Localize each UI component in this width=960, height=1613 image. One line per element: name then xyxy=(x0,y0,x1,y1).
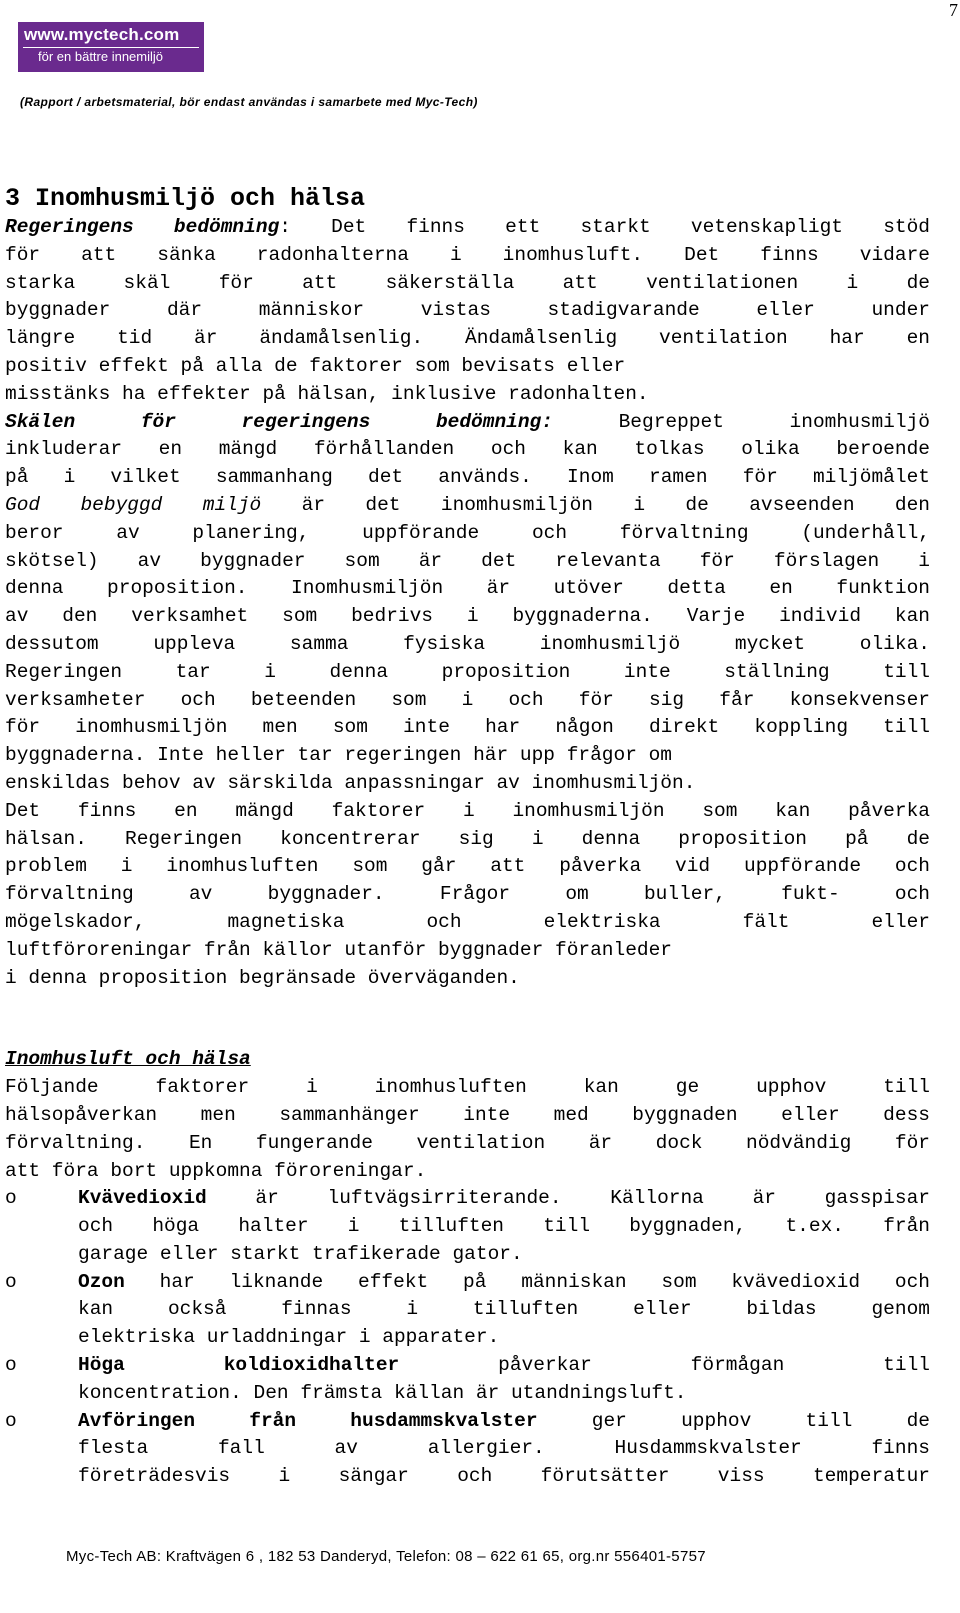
text-line xyxy=(5,631,930,659)
line-text: kan också finnas i tilluften eller bildas genom xyxy=(78,1298,930,1321)
list-item xyxy=(5,1380,930,1408)
report-note: (Rapport / arbetsmaterial, bör endast användas i samarbete med Myc-Tech) xyxy=(20,95,478,109)
line-text: mögelskador, magnetiska och elektriska fält eller xyxy=(5,910,930,933)
line-text: företrädesvis i sängar och förutsätter viss temperatur xyxy=(78,1465,930,1488)
text-line xyxy=(78,1185,930,1213)
text-line xyxy=(5,242,930,270)
text-line xyxy=(5,798,930,826)
text-line xyxy=(78,1463,930,1491)
line-text: problem i inomhusluften som går att påverka vid uppförande och xyxy=(5,855,930,878)
text-line xyxy=(5,381,930,409)
text-line xyxy=(5,214,930,242)
list-item xyxy=(5,1241,930,1269)
line-text: av den verksamhet som bedrivs i byggnaderna. Varje individ kan xyxy=(5,605,930,628)
line-text: positiv effekt på alla de faktorer som bevisats eller xyxy=(5,354,626,377)
text-line xyxy=(5,603,930,631)
text-line xyxy=(78,1269,930,1297)
text-line xyxy=(5,909,930,937)
text-line xyxy=(78,1241,930,1269)
line-text: för inomhusmiljön men som inte har någon direkt koppling till xyxy=(5,716,930,739)
text-line xyxy=(5,826,930,854)
text-line xyxy=(5,742,930,770)
bullet-list xyxy=(5,1185,930,1491)
line-text: luftföroreningar från källor utanför byggnader föranleder xyxy=(5,938,673,961)
text-line xyxy=(78,1435,930,1463)
line-text: skötsel) av byggnader som är det relevanta för förslagen i xyxy=(5,549,930,572)
text-line xyxy=(5,1102,930,1130)
line-text: Följande faktorer i inomhusluften kan ge upphov till xyxy=(5,1076,930,1099)
text-line xyxy=(5,464,930,492)
line-text: hälsan. Regeringen koncentrerar sig i denna proposition på de xyxy=(5,827,930,850)
line-text: på i vilket sammanhang det används. Inom ramen för miljömålet xyxy=(5,466,930,489)
text-line xyxy=(5,714,930,742)
line-text: byggnader där människor vistas stadigvarande eller under xyxy=(5,299,930,322)
text-line xyxy=(78,1324,930,1352)
bullet-marker: o xyxy=(5,1354,17,1377)
text-line xyxy=(5,270,930,298)
line-text: att föra bort uppkomna föroreningar. xyxy=(5,1159,427,1182)
line-text: misstänks ha effekter på hälsan, inklusive radonhalten. xyxy=(5,382,649,405)
text-line xyxy=(78,1408,930,1436)
line-text: inkluderar en mängd förhållanden och kan tolkas olika beroende xyxy=(5,438,930,461)
text-line xyxy=(5,965,930,993)
logo-divider xyxy=(23,47,199,48)
line-text: dessutom uppleva samma fysiska inomhusmiljö mycket olika. xyxy=(5,632,930,655)
text-line xyxy=(5,853,930,881)
text-line xyxy=(5,937,930,965)
list-item xyxy=(5,1269,930,1297)
line-text: förvaltning. En fungerande ventilation är dock nödvändig för xyxy=(5,1131,930,1154)
bold-lead: Kvävedioxid xyxy=(78,1187,207,1210)
line-text: enskildas behov av särskilda anpassningar av inomhusmiljön. xyxy=(5,771,696,794)
line-text: byggnaderna. Inte heller tar regeringen här upp frågor om xyxy=(5,744,673,767)
section-2-text xyxy=(5,1074,930,1185)
line-text: ger upphov till de xyxy=(537,1409,930,1432)
line-text: Regeringen tar i denna proposition inte ställning till xyxy=(5,660,930,683)
line-text: elektriska urladdningar i apparater. xyxy=(78,1326,500,1349)
list-item xyxy=(5,1185,930,1213)
line-text: är luftvägsirriterande. Källorna är gasspisar xyxy=(206,1187,930,1210)
line-text: garage eller starkt trafikerade gator. xyxy=(78,1242,523,1265)
logo-url: www.myctech.com xyxy=(24,25,180,44)
bold-lead: Skälen för regeringens bedömning: xyxy=(5,410,553,433)
line-text: koncentration. Den främsta källan är utandningsluft. xyxy=(78,1381,687,1404)
text-line xyxy=(5,881,930,909)
text-line xyxy=(5,770,930,798)
bullet-marker: o xyxy=(5,1270,17,1293)
document-body xyxy=(5,184,930,1491)
section-title: 3 Inomhusmiljö och hälsa xyxy=(5,184,366,213)
text-line xyxy=(5,687,930,715)
bold-lead: Ozon xyxy=(78,1270,125,1293)
list-item xyxy=(5,1352,930,1380)
text-line xyxy=(5,659,930,687)
page-footer: Myc-Tech AB: Kraftvägen 6 , 182 53 Danderyd, Telefon: 08 – 622 61 65, org.nr 556401-5757 xyxy=(66,1548,706,1565)
line-text: Det finns en mängd faktorer i inomhusmiljön som kan påverka xyxy=(5,799,930,822)
line-text: påverkar förmågan till xyxy=(399,1354,930,1377)
text-line xyxy=(78,1213,930,1241)
list-item xyxy=(5,1408,930,1436)
bold-lead: Regeringens bedömning xyxy=(5,216,280,238)
text-line xyxy=(78,1352,930,1380)
line-text: och höga halter i tilluften till byggnaden, t.ex. från xyxy=(78,1215,930,1238)
list-item xyxy=(5,1213,930,1241)
text-line xyxy=(5,1074,930,1102)
text-line xyxy=(78,1380,930,1408)
list-item xyxy=(5,1324,930,1352)
line-text: är det inomhusmiljön i de avseenden den xyxy=(261,493,930,516)
list-item xyxy=(5,1296,930,1324)
line-text: förvaltning av byggnader. Frågor om buller, fukt- och xyxy=(5,883,930,906)
text-line xyxy=(5,1130,930,1158)
bullet-marker: o xyxy=(5,1409,17,1432)
text-line xyxy=(5,325,930,353)
section-spacer xyxy=(5,992,930,1046)
section-1-text xyxy=(5,214,930,992)
bold-lead: Avföringen från husdammskvalster xyxy=(78,1409,538,1432)
line-text: beror av planering, uppförande och förvaltning (underhåll, xyxy=(5,521,930,544)
text-line xyxy=(5,297,930,325)
line-text: längre tid är ändamålsenlig. Ändamålsenlig ventilation har en xyxy=(5,327,930,350)
logo-tagline: för en bättre innemiljö xyxy=(38,49,164,64)
list-item xyxy=(5,1463,930,1491)
line-text: starka skäl för att säkerställa att ventilationen i de xyxy=(5,271,930,294)
line-text: flesta fall av allergier. Husdammskvalster finns xyxy=(78,1437,930,1460)
line-text: denna proposition. Inomhusmiljön är utöver detta en funktion xyxy=(5,577,930,600)
text-line xyxy=(5,409,930,437)
text-line xyxy=(5,353,930,381)
text-line xyxy=(5,548,930,576)
line-text: i denna proposition begränsade överväganden. xyxy=(5,966,520,989)
line-text: hälsopåverkan men sammanhänger inte med byggnaden eller dess xyxy=(5,1103,930,1126)
bullet-marker: o xyxy=(5,1187,17,1210)
text-line xyxy=(5,520,930,548)
myctech-logo[interactable] xyxy=(18,22,204,72)
page-number: 7 xyxy=(949,0,958,20)
bold-lead: Höga koldioxidhalter xyxy=(78,1354,400,1377)
text-line xyxy=(5,575,930,603)
line-text: har liknande effekt på människan som kvävedioxid och xyxy=(124,1270,930,1293)
text-line xyxy=(5,436,930,464)
text-line xyxy=(78,1296,930,1324)
subsection-title: Inomhusluft och hälsa xyxy=(5,1048,251,1071)
text-line xyxy=(5,492,930,520)
list-item xyxy=(5,1435,930,1463)
text-line xyxy=(5,1158,930,1186)
line-text: verksamheter och beteenden som i och för sig får konsekvenser xyxy=(5,688,930,711)
line-text: för att sänka radonhalterna i inomhusluft. Det finns vidare xyxy=(5,243,930,266)
line-text: : Det finns ett starkt vetenskapligt stöd xyxy=(279,216,931,238)
line-text: Begreppet inomhusmiljö xyxy=(552,410,930,433)
italic-phrase: God bebyggd miljö xyxy=(5,493,262,516)
